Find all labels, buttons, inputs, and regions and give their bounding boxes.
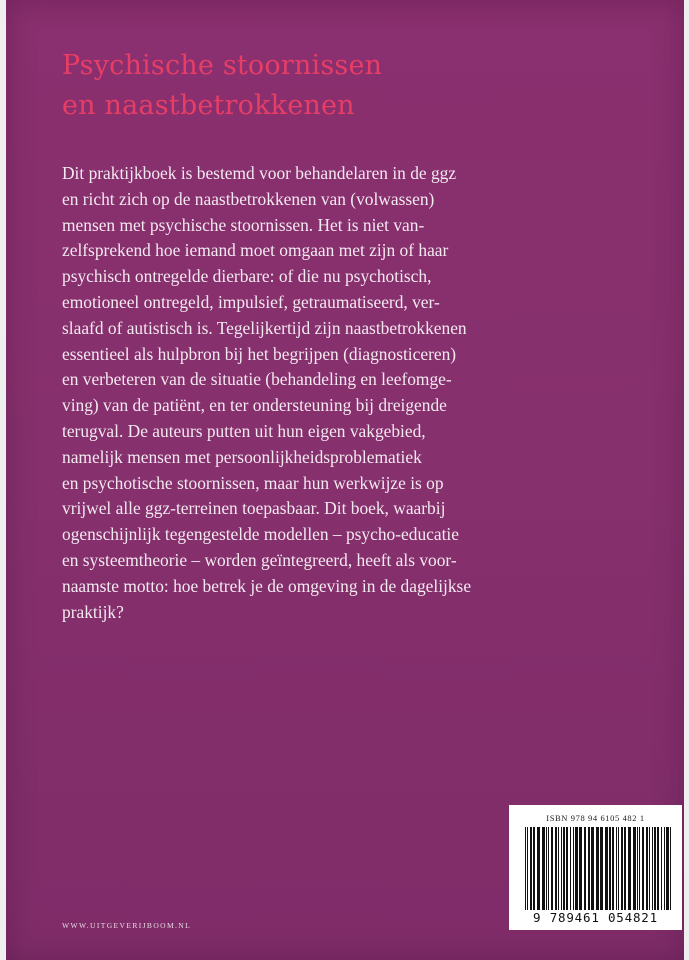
blurb-line: ogenschijnlijk tegengestelde modellen – psycho-educatie: [62, 524, 459, 545]
barcode-bar: [657, 827, 659, 910]
barcode-bar: [555, 827, 557, 910]
blurb-line: vrijwel alle ggz-terreinen toepasbaar. Dit boek, waarbij: [62, 498, 446, 519]
blurb-line: namelijk mensen met persoonlijkheidsproblematiek: [62, 446, 422, 467]
barcode-bar: [670, 827, 671, 910]
barcode-bar: [530, 827, 532, 910]
blurb-line: en verbeteren van de situatie (behandeling en leefomge-: [62, 369, 452, 390]
barcode-bar: [546, 827, 547, 910]
isbn-barcode: [509, 805, 682, 930]
barcode-bar: [548, 827, 549, 910]
barcode-bar: [570, 827, 571, 910]
blurb-line: en psychotische stoornissen, maar hun werkwijze is op: [62, 472, 444, 493]
barcode-bar: [616, 827, 617, 910]
blurb-line: terugval. De auteurs putten uit hun eigen vakgebied,: [62, 420, 426, 441]
barcode-bar: [652, 827, 653, 910]
barcode-bar: [563, 827, 565, 910]
barcode-bar: [588, 827, 590, 910]
blurb-line: slaafd of autistisch is. Tegelijkertijd zijn naastbetrokkenen: [62, 317, 467, 338]
barcode-bar: [596, 827, 599, 910]
barcode-bar: [605, 827, 608, 910]
blurb-line: zelfsprekend hoe iemand moet omgaan met zijn of haar: [62, 240, 449, 261]
barcode-bar: [666, 827, 669, 910]
blurb-line: naamste motto: hoe betrek je de omgeving in de dagelijkse: [62, 575, 472, 596]
barcode-bar: [646, 827, 648, 910]
barcode-bar: [621, 827, 623, 910]
barcode-bar: [566, 827, 568, 910]
blurb-line: emotioneel ontregeld, impulsief, getraumatiseerd, ver-: [62, 291, 440, 312]
title-line: en naastbetrokkenen: [62, 90, 355, 121]
barcode-bar: [558, 827, 559, 910]
publisher-url: WWW.UITGEVERIJBOOM.NL: [62, 921, 192, 930]
blurb-line: mensen met psychische stoornissen. Het is niet van-: [62, 214, 425, 235]
back-cover: [6, 0, 684, 960]
barcode-bar: [579, 827, 582, 910]
blurb-text: [62, 161, 622, 625]
barcode-bar: [591, 827, 594, 910]
blurb-line: en richt zich op de naastbetrokkenen van (volwassen): [62, 188, 435, 209]
blurb-line: psychisch ontregelde dierbare: of die nu psychotisch,: [62, 266, 432, 287]
barcode-bars: [523, 827, 673, 910]
barcode-bar: [612, 827, 614, 910]
barcode-bar: [624, 827, 626, 910]
blurb-line: ving) van de patiënt, en ter ondersteuning bij dreigende: [62, 395, 447, 416]
barcode-bar: [600, 827, 603, 910]
book-title: [62, 46, 622, 126]
blurb-line: en systeemtheorie – worden geïntegreerd, heeft als voor-: [62, 549, 457, 570]
barcode-bar: [609, 827, 611, 910]
blurb-line: praktijk?: [62, 601, 124, 622]
barcode-bar: [533, 827, 535, 910]
barcode-bar: [542, 827, 545, 910]
barcode-bar: [573, 827, 574, 910]
title-line: Psychische stoornissen: [62, 50, 383, 81]
isbn-label: ISBN 978 94 6105 482 1: [546, 813, 645, 823]
barcode-bar: [551, 827, 553, 910]
barcode-bar: [642, 827, 644, 910]
barcode-bar: [618, 827, 619, 910]
barcode-bar: [575, 827, 578, 910]
barcode-bar: [664, 827, 665, 910]
blurb-line: essentieel als hulpbron bij het begrijpen (diagnosticeren): [62, 343, 457, 364]
barcode-bar: [628, 827, 631, 910]
barcode-bar: [527, 827, 528, 910]
barcode-digits: 9 789461 054821: [533, 910, 658, 925]
barcode-bar: [654, 827, 656, 910]
barcode-bar: [639, 827, 640, 910]
barcode-bar: [561, 827, 562, 910]
barcode-bar: [584, 827, 586, 910]
blurb-line: Dit praktijkboek is bestemd voor behandelaren in de ggz: [62, 163, 457, 183]
barcode-bar: [649, 827, 650, 910]
barcode-bar: [661, 827, 662, 910]
barcode-bar: [525, 827, 526, 910]
barcode-bar: [637, 827, 638, 910]
barcode-bar: [633, 827, 636, 910]
barcode-bar: [537, 827, 540, 910]
